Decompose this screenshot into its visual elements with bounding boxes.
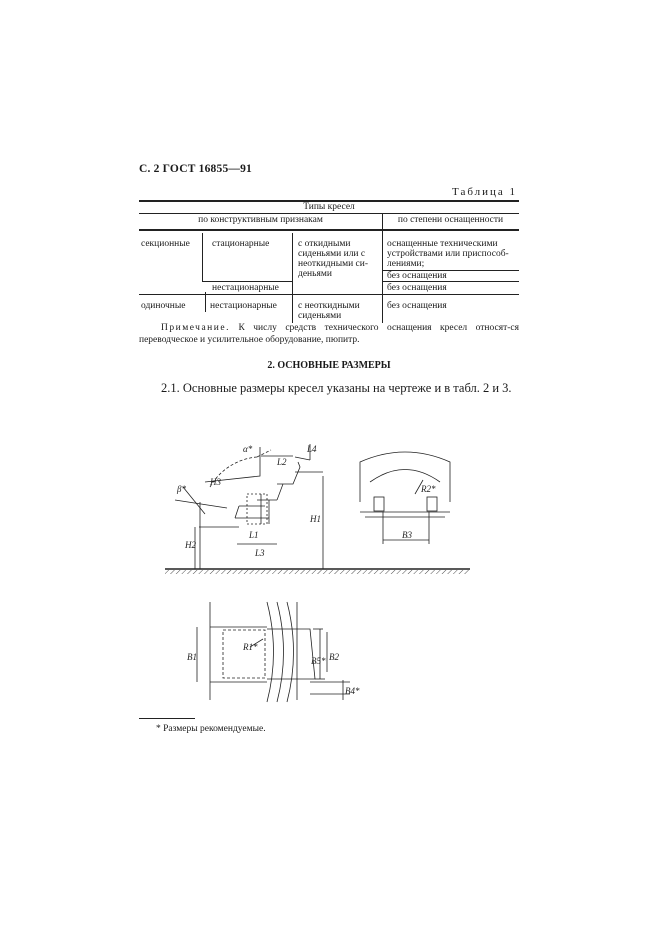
table-cell: нестационарные [212,283,279,293]
label-H2: H2 [185,540,196,550]
table-cell: без оснащения [387,271,447,281]
table-top-header: Типы кресел [303,202,355,212]
label-B5: B5* [311,656,326,666]
table-rule [202,233,203,281]
table-rule [202,281,292,282]
footnote: * Размеры рекомендуемые. [156,724,266,734]
table-group-header-equipment: по степени оснащенности [397,215,504,225]
note-label: Примечание. [161,323,230,333]
table-rule [205,292,206,312]
table-rule [139,213,519,214]
footnote-rule [139,718,195,719]
label-R2: R2* [421,484,436,494]
table-cell: без оснащения [387,283,447,293]
table-rule [382,281,519,282]
table-cell: одиночные [141,301,186,311]
table-rule [382,213,383,229]
label-H3: H3 [210,477,221,487]
label-L1: L1 [249,530,259,540]
label-L3: L3 [255,548,265,558]
label-beta: β* [177,484,186,494]
table-rule [292,233,293,323]
table-cell: с откидными сиденьями или с неоткидными си- деньями [298,239,369,279]
table-cell: нестационарные [210,301,277,311]
table-cell: оснащенные техническими устройствами или приспособ- лениями; [387,239,509,269]
side-view [165,444,470,574]
table-group-header-construction: по конструктивным признакам [198,215,323,225]
label-B3: B3 [402,530,412,540]
label-B4: B4* [345,686,360,696]
label-R1: R1* [243,642,258,652]
label-L2: L2 [277,457,287,467]
table-cell: секционные [141,239,190,249]
page-header: С. 2 ГОСТ 16855—91 [139,163,252,175]
table-rule [139,229,519,231]
section-title: 2. ОСНОВНЫЕ РАЗМЕРЫ [267,360,391,371]
paragraph-2-1: 2.1. Основные размеры кресел указаны на чертеже и в табл. 2 и 3. [161,381,512,395]
label-B1: B1 [187,652,197,662]
label-L4: L4 [307,444,317,454]
table-cell: без оснащения [387,301,447,311]
table-note [139,322,519,346]
label-B2: B2 [329,652,339,662]
label-alpha: α* [243,444,253,454]
table-number: Таблица 1 [452,186,518,198]
seat-dimensions-drawing [165,432,495,707]
table-rule [382,229,383,323]
table-cell: стационарные [212,239,270,249]
table-rule [139,294,519,295]
plan-view [197,602,350,702]
note-text: К числу средств технического оснащения кресел относят-ся переводческое и усилительное оборудование, пюпитр. [139,323,519,345]
label-H1: H1 [310,514,321,524]
table-cell: с неоткидными сиденьями [298,301,360,321]
seat-types-table [139,200,519,323]
